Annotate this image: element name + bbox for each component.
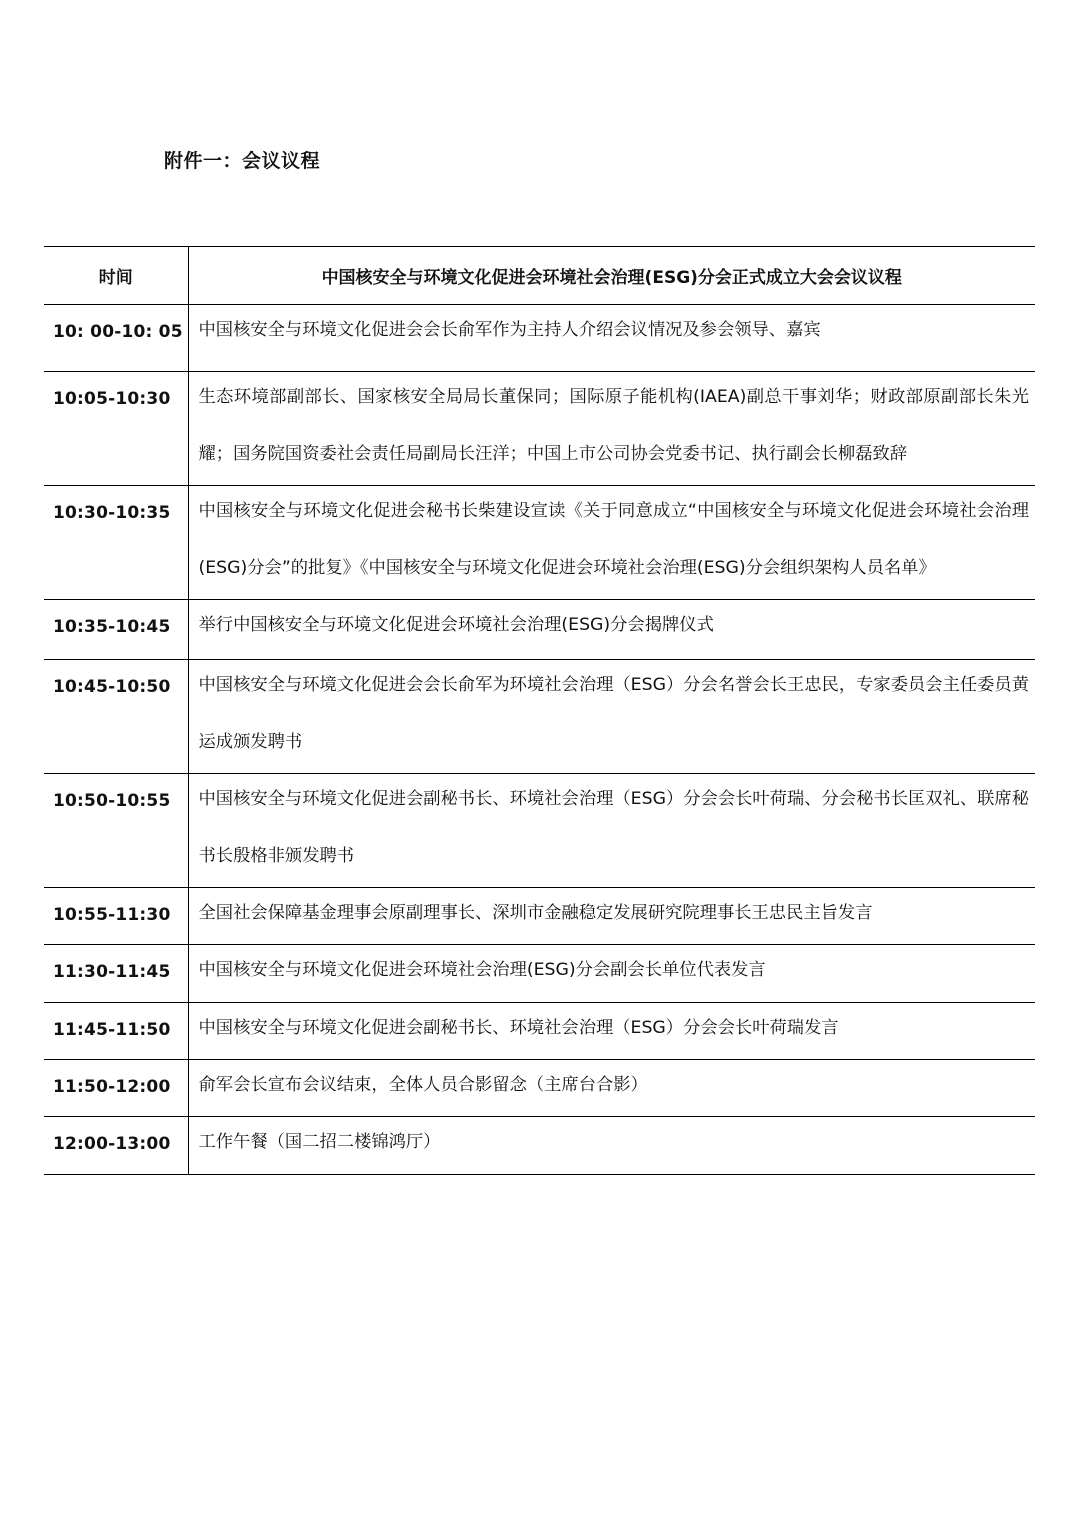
table-row [44,372,1035,486]
row-time: 10:45-10:50 [44,660,188,774]
row-time: 10: 00-10: 05 [44,305,188,372]
row-description: 中国核安全与环境文化促进会副秘书长、环境社会治理（ESG）分会会长叶荷瑞、分会秘书长匡双礼、联席秘书长殷格非颁发聘书 [198,789,1029,866]
table-row [44,305,1035,372]
row-description: 中国核安全与环境文化促进会副秘书长、环境社会治理（ESG）分会会长叶荷瑞发言 [198,1018,839,1038]
table-header-row [44,247,1035,305]
table-row [44,600,1035,660]
row-description: 中国核安全与环境文化促进会环境社会治理(ESG)分会副会长单位代表发言 [198,960,766,980]
agenda-table [44,246,1035,1175]
table-row [44,1117,1035,1175]
row-description: 全国社会保障基金理事会原副理事长、深圳市金融稳定发展研究院理事长王忠民主旨发言 [198,903,873,923]
row-description: 中国核安全与环境文化促进会会长俞军作为主持人介绍会议情况及参会领导、嘉宾 [198,320,821,340]
table-row [44,486,1035,600]
row-time: 11:30-11:45 [44,945,188,1003]
page-title: 附件一：会议议程 [164,150,321,172]
row-time: 10:05-10:30 [44,372,188,486]
header-time: 时间 [44,247,188,305]
row-time: 10:50-10:55 [44,774,188,888]
row-time: 10:35-10:45 [44,600,188,660]
row-time: 10:30-10:35 [44,486,188,600]
row-description: 举行中国核安全与环境文化促进会环境社会治理(ESG)分会揭牌仪式 [198,615,714,635]
table-row [44,888,1035,945]
row-description: 中国核安全与环境文化促进会秘书长柴建设宣读《关于同意成立“中国核安全与环境文化促进会环境社会治理(ESG)分会”的批复》《中国核安全与环境文化促进会环境社会治理(ESG)分会组织架构人员名单》 [198,501,1029,578]
header-agenda-title: 中国核安全与环境文化促进会环境社会治理(ESG)分会正式成立大会会议议程 [321,268,902,288]
table-row [44,774,1035,888]
row-time: 11:45-11:50 [44,1003,188,1060]
row-description: 工作午餐（国二招二楼锦鸿厅） [198,1132,441,1152]
table-row [44,660,1035,774]
row-description: 中国核安全与环境文化促进会会长俞军为环境社会治理（ESG）分会名誉会长王忠民，专家委员会主任委员黄运成颁发聘书 [198,675,1029,752]
row-time: 11:50-12:00 [44,1060,188,1117]
table-row [44,945,1035,1003]
row-time: 12:00-13:00 [44,1117,188,1175]
table-row [44,1060,1035,1117]
row-description: 生态环境部副部长、国家核安全局局长董保同；国际原子能机构(IAEA)副总干事刘华；财政部原副部长朱光耀；国务院国资委社会责任局副局长汪洋；中国上市公司协会党委书记、执行副会长柳磊致辞 [198,387,1029,464]
row-time: 10:55-11:30 [44,888,188,945]
table-row [44,1003,1035,1060]
row-description: 俞军会长宣布会议结束，全体人员合影留念（主席台合影） [198,1075,648,1095]
